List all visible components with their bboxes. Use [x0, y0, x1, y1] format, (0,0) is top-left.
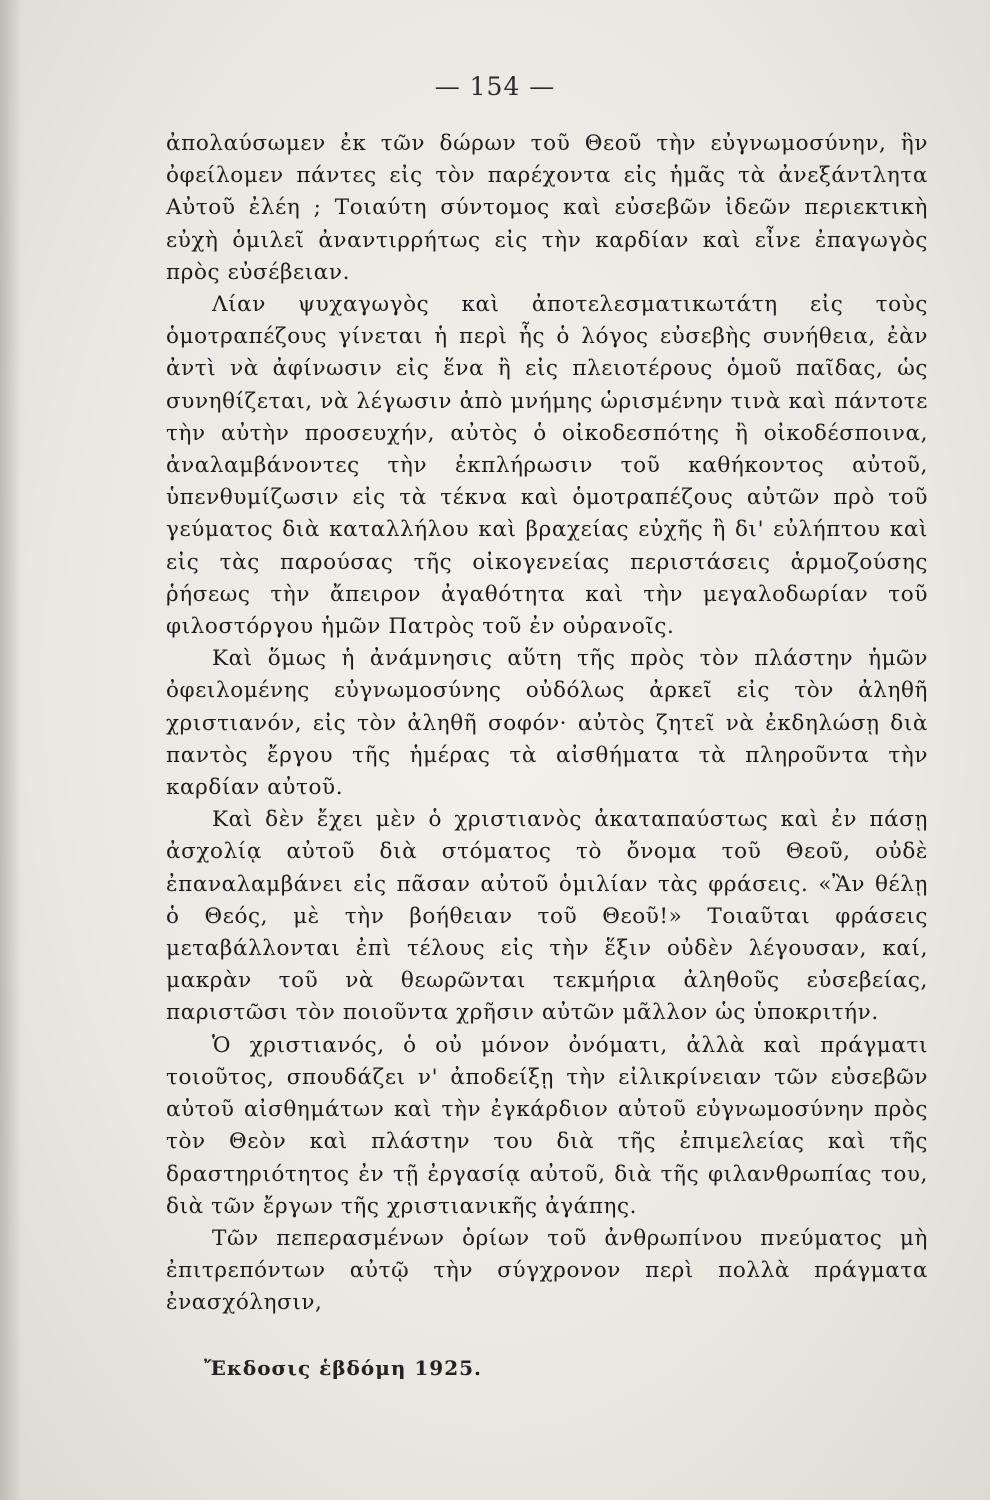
paragraph: Καὶ ὅμως ἡ ἀνάμνησις αὕτη τῆς πρὸς τὸν πλάστην ἡμῶν ὀφειλομένης εὐγνωμοσύνης οὐδόλως ἀρκεῖ εἰς τὸν ἀληθῆ χριστιανόν, εἰς τὸν ἀληθῆ σοφόν· αὐτὸς ζητεῖ νὰ ἐκδηλώσῃ διὰ παντὸς ἔργου τῆς ἡμέρας τὰ αἰσθήματα τὰ πληροῦντα τὴν καρδίαν αὐτοῦ. [166, 646, 928, 801]
paragraph: Καὶ δὲν ἔχει μὲν ὁ χριστιανὸς ἀκαταπαύστως καὶ ἐν πάσῃ ἀσχολίᾳ αὐτοῦ διὰ στόματος τὸ ὄνομα τοῦ Θεοῦ, οὐδὲ ἐπαναλαμβάνει εἰς πᾶσαν αὐτοῦ ὁμιλίαν τὰς φράσεις. «Ἂν θέλῃ ὁ Θεός, μὲ τὴν βοήθειαν τοῦ Θεοῦ!» Τοιαῦται φράσεις μεταβάλλονται ἐπὶ τέλους εἰς τὴν ἕξιν οὐδὲν λέγουσαν, καί, μακρὰν τοῦ νὰ θεωρῶνται τεκμήρια ἀληθοῦς εὐσεβείας, παριστῶσι τὸν ποιοῦντα χρῆσιν αὐτῶν μᾶλλον ὡς ὑποκριτήν. [166, 807, 928, 1026]
paragraph: Λίαν ψυχαγωγὸς καὶ ἀποτελεσματικωτάτη εἰς τοὺς ὁμοτραπέζους γίνεται ἡ περὶ ἧς ὁ λόγος εὐσεβὴς συνήθεια, ἐὰν ἀντὶ νὰ ἀφίνωσιν εἰς ἕνα ἢ εἰς πλειοτέρους ὁμοῦ παῖδας, ὡς συνηθίζεται, νὰ λέγωσιν ἀπὸ μνήμης ὡρισμένην τινὰ καὶ πάντοτε τὴν αὐτὴν προσευχήν, αὐτὸς ὁ οἰκοδεσπότης ἢ οἰκοδέσποινα, ἀναλαμβάνοντες τὴν ἐκπλήρωσιν τοῦ καθήκοντος αὐτοῦ, ὑπενθυμίζωσιν εἰς τὰ τέκνα καὶ ὁμοτραπέζους αὐτῶν πρὸ τοῦ γεύματος διὰ καταλλήλου καὶ βραχείας εὐχῆς ἢ δι' εὐλήπτου καὶ εἰς τὰς παρούσας τῆς οἰκογενείας περιστάσεις ἁρμοζούσης ῥήσεως τὴν ἄπειρον ἀγαθότητα καὶ τὴν μεγαλοδωρίαν τοῦ φιλοστόργου ἡμῶν Πατρὸς τοῦ ἐν οὐρανοῖς. [166, 292, 928, 640]
page-number: — 154 — [434, 72, 556, 101]
paragraph: ἀπολαύσωμεν ἐκ τῶν δώρων τοῦ Θεοῦ τὴν εὐγνωμοσύνην, ἣν ὀφείλομεν πάντες εἰς τὸν παρέχοντα εἰς ἡμᾶς τὰ ἀνεξάντλητα Αὐτοῦ ἐλέη ; Τοιαύτη σύντομος καὶ εὐσεβῶν ἰδεῶν περιεκτικὴ εὐχὴ ὁμιλεῖ ἀναντιρρήτως εἰς τὴν καρδίαν καὶ εἶνε ἐπαγωγὸς πρὸς εὐσέβειαν. [166, 131, 928, 285]
paragraph: Τῶν πεπερασμένων ὁρίων τοῦ ἀνθρωπίνου πνεύματος μὴ ἐπιτρεπόντων αὐτῷ τὴν σύγχρονον περὶ πολλὰ πράγματα ἐνασχόλησιν, [166, 1225, 928, 1316]
body-text [166, 128, 928, 1320]
paragraph: Ὁ χριστιανός, ὁ οὐ μόνον ὀνόματι, ἀλλὰ καὶ πράγματι τοιοῦτος, σπουδάζει ν' ἀποδείξῃ τὴν εἰλικρίνειαν τῶν εὐσεβῶν αὐτοῦ αἰσθημάτων καὶ τὴν ἐγκάρδιον αὐτοῦ εὐγνωμοσύνην πρὸς τὸν Θεὸν καὶ πλάστην του διὰ τῆς ἐπιμελείας καὶ τῆς δραστηριότητος ἐν τῇ ἐργασίᾳ αὐτοῦ, διὰ τῆς φιλανθρωπίας του, διὰ τῶν ἔργων τῆς χριστιανικῆς ἀγάπης. [166, 1032, 928, 1219]
edition-note: Ἔκδοσις ἑβδόμη 1925. [204, 1356, 482, 1380]
page-edge-shadow [0, 0, 22, 1500]
